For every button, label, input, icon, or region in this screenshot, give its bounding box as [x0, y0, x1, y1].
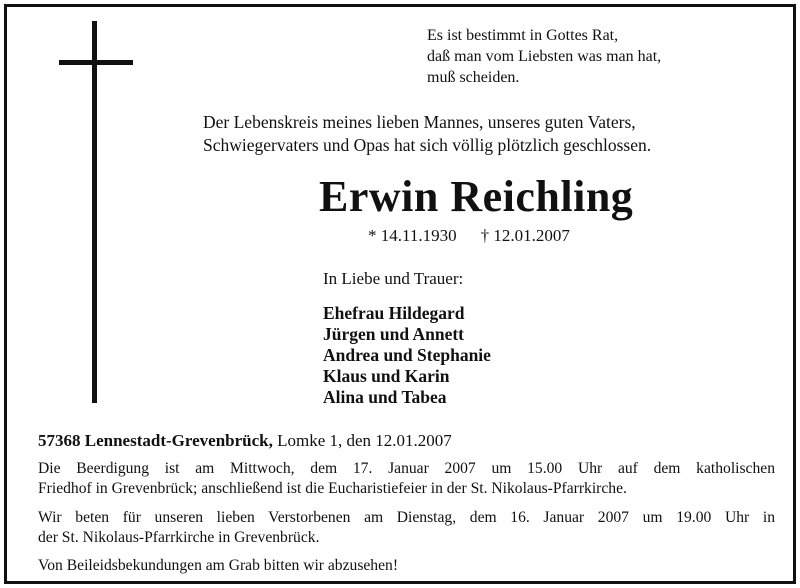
bible-verse [427, 25, 661, 88]
family-member: Ehefrau Hildegard [323, 303, 465, 323]
cross-horizontal-bar [59, 60, 133, 65]
family-list [323, 303, 491, 408]
location-line [38, 431, 452, 451]
funeral-line: Die Beerdigung ist am Mittwoch, dem 17. Januar 2007 um 15.00 Uhr auf dem katholischen [38, 460, 775, 477]
address-date: Lomke 1, den 12.01.2007 [277, 431, 452, 450]
verse-line: daß man vom Liebsten was man hat, [427, 48, 662, 65]
deceased-name: Erwin Reichling [319, 172, 634, 221]
prayer-paragraph [38, 508, 775, 548]
family-member: Andrea und Stephanie [323, 345, 491, 365]
verse-line: muß scheiden. [427, 69, 520, 86]
condolence-line: Von Beileidsbekundungen am Grab bitten wir abzusehen! [38, 557, 399, 574]
mourning-intro: In Liebe und Trauer: [323, 269, 464, 288]
prayer-line: der St. Nikolaus-Pfarrkirche in Grevenbrück. [38, 529, 320, 546]
birth-date: * 14.11.1930 [368, 226, 457, 245]
intro-line: Der Lebenskreis meines lieben Mannes, unseres guten Vaters, [203, 112, 636, 132]
cross-vertical-bar [92, 21, 97, 403]
intro-text [203, 111, 651, 157]
family-member: Jürgen und Annett [323, 324, 465, 344]
intro-line: Schwiegervaters und Opas hat sich völlig plötzlich geschlossen. [203, 135, 652, 155]
obituary-notice [4, 4, 796, 584]
verse-line: Es ist bestimmt in Gottes Rat, [427, 27, 619, 44]
funeral-paragraph [38, 459, 775, 499]
death-date: † 12.01.2007 [480, 226, 570, 245]
family-member: Alina und Tabea [323, 387, 447, 407]
place-name: 57368 Lennestadt-Grevenbrück, [38, 431, 273, 450]
prayer-line: Wir beten für unseren lieben Verstorbenen am Dienstag, dem 16. Januar 2007 um 19.00 Uhr in [38, 509, 775, 526]
cross-icon [59, 21, 135, 409]
life-dates [368, 226, 570, 246]
funeral-line: Friedhof in Grevenbrück; anschließend ist die Eucharistiefeier in der St. Nikolaus-Pfarrkirche. [38, 480, 627, 497]
condolence-note [38, 556, 398, 576]
family-member: Klaus und Karin [323, 366, 450, 386]
